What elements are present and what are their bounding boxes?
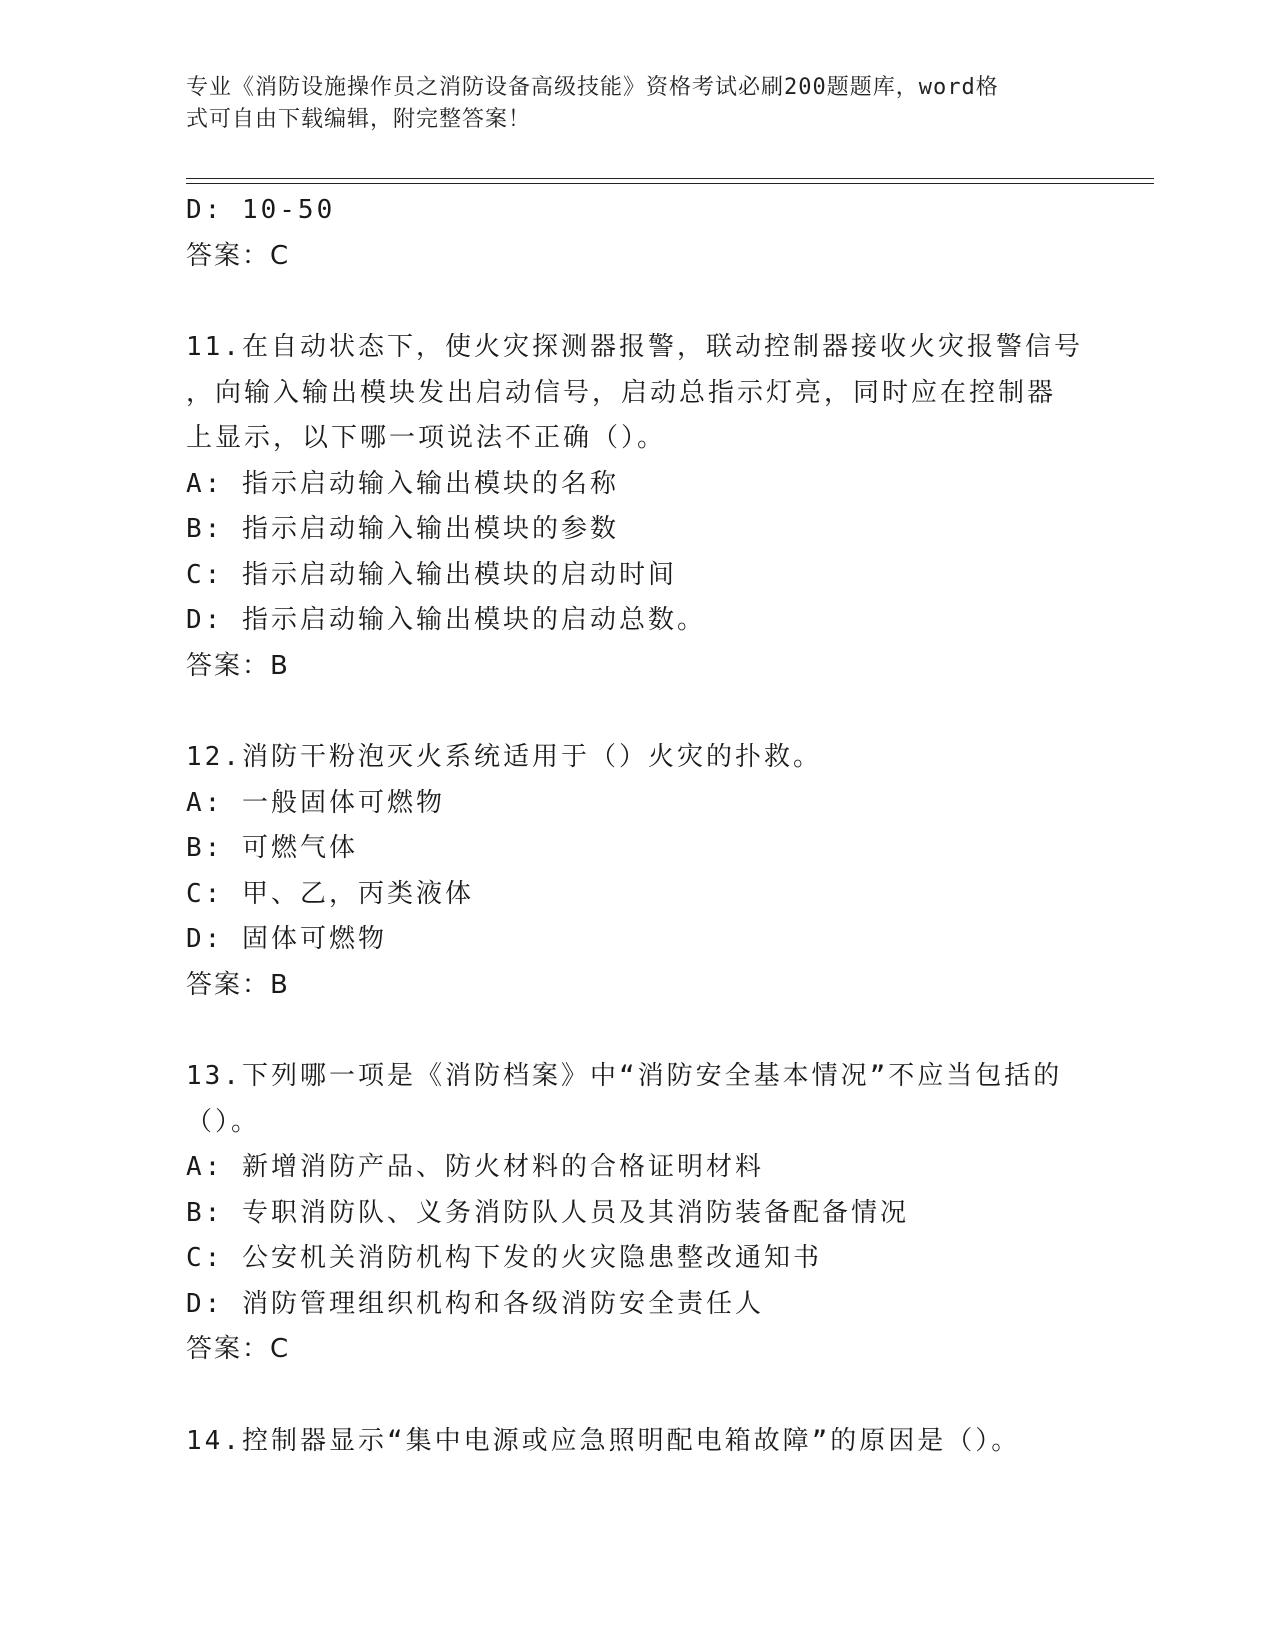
option-d: D: 指示启动输入输出模块的启动总数。 — [186, 605, 706, 635]
answer-line: 答案：C — [186, 1334, 291, 1364]
question-text-line: 上显示，以下哪一项说法不正确（）。 — [186, 423, 667, 453]
question-text-line: ，向输入输出模块发出启动信号，启动总指示灯亮，同时应在控制器 — [186, 377, 1057, 408]
header-divider-top — [186, 178, 1154, 179]
option-a: A: 新增消防产品、防火材料的合格证明材料 — [186, 1152, 764, 1182]
header-line-2: 式可自由下载编辑，附完整答案！ — [186, 107, 532, 132]
answer-line: 答案：B — [186, 650, 290, 681]
option-b: B: 指示启动输入输出模块的参数 — [186, 514, 619, 544]
header-line-1: 专业《消防设施操作员之消防设备高级技能》资格考试必刷200题题库，word格 — [186, 75, 999, 100]
option-c: C: 指示启动输入输出模块的启动时间 — [186, 559, 677, 590]
question-14 — [186, 1419, 1086, 1465]
spacer — [186, 279, 1086, 325]
option-d: D: 固体可燃物 — [186, 924, 387, 954]
answer-line: 答案：B — [186, 969, 290, 1000]
option-d: D: 10-50 — [186, 195, 336, 225]
question-text-line: 13.下列哪一项是《消防档案》中“消防安全基本情况”不应当包括的 — [186, 1061, 1063, 1091]
document-header — [186, 72, 1066, 136]
question-text-line: 11.在自动状态下，使火灾探测器报警，联动控制器接收火灾报警信号 — [186, 332, 1083, 362]
option-a: A: 指示启动输入输出模块的名称 — [186, 468, 619, 499]
question-text-line: （）。 — [186, 1106, 261, 1137]
question-11 — [186, 325, 1086, 689]
option-c: C: 公安机关消防机构下发的火灾隐患整改通知书 — [186, 1243, 822, 1273]
question-text-line: 12.消防干粉泡灭火系统适用于（）火灾的扑救。 — [186, 742, 822, 772]
question-text-line: 14.控制器显示“集中电源或应急照明配电箱故障”的原因是（）。 — [186, 1425, 1021, 1456]
header-divider-bottom — [186, 183, 1154, 184]
document-body — [186, 188, 1086, 1464]
question-12 — [186, 735, 1086, 1008]
option-b: B: 专职消防队、义务消防队人员及其消防装备配备情况 — [186, 1197, 909, 1228]
option-d: D: 消防管理组织机构和各级消防安全责任人 — [186, 1288, 764, 1319]
question-13 — [186, 1054, 1086, 1373]
option-c: C: 甲、乙，丙类液体 — [186, 878, 474, 909]
answer-line: 答案：C — [186, 240, 291, 271]
option-a: A: 一般固体可燃物 — [186, 787, 445, 818]
previous-question-tail — [186, 188, 1086, 279]
spacer — [186, 1008, 1086, 1054]
spacer — [186, 689, 1086, 735]
spacer — [186, 1373, 1086, 1419]
option-b: B: 可燃气体 — [186, 833, 358, 863]
